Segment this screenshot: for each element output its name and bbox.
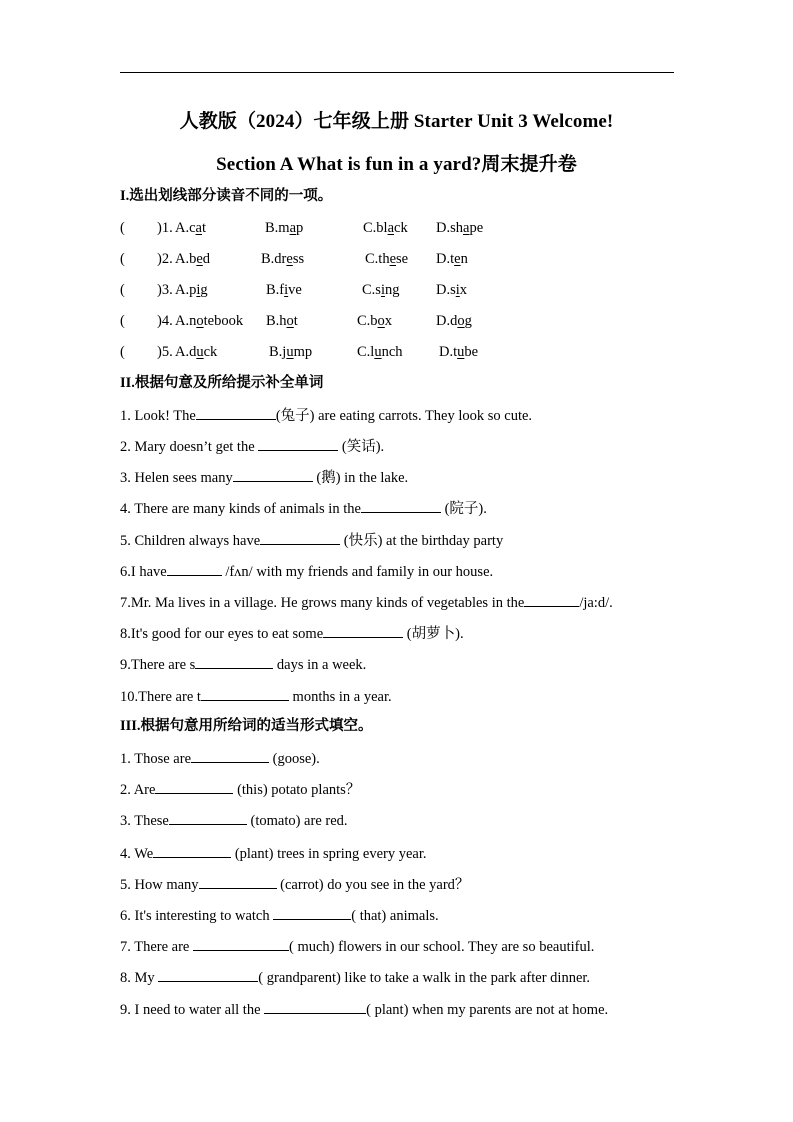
answer-blank[interactable] <box>195 654 273 669</box>
section-3-heading: III.根据句意用所给词的适当形式填空。 <box>120 718 373 734</box>
option-c[interactable]: C.box <box>357 313 393 329</box>
answer-blank[interactable] <box>273 905 351 920</box>
underlined-letter: e <box>196 251 203 267</box>
question-number: )2. <box>157 251 173 267</box>
answer-blank[interactable] <box>233 467 313 482</box>
answer-blank[interactable] <box>169 810 247 825</box>
fill-in-item: 7. There are ( much) flowers in our school. They are so beautiful. <box>120 936 594 956</box>
answer-blank[interactable] <box>193 936 289 951</box>
underlined-letter: e <box>454 251 461 267</box>
underlined-letter: a <box>289 220 297 236</box>
question-number: )5. <box>157 344 173 360</box>
worksheet-subtitle: Section A What is fun in a yard?周末提升卷 <box>216 154 577 175</box>
answer-blank[interactable] <box>191 748 269 763</box>
answer-blank[interactable] <box>153 843 231 858</box>
answer-blank[interactable] <box>524 592 579 607</box>
worksheet-title: 人教版（2024）七年级上册 Starter Unit 3 Welcome! <box>179 111 614 132</box>
underlined-letter: e <box>286 251 293 267</box>
option-d[interactable]: D.ten <box>436 251 468 267</box>
answer-blank[interactable] <box>201 686 289 701</box>
option-a[interactable]: A.duck <box>175 344 218 360</box>
option-c[interactable]: C.black <box>363 220 408 236</box>
fill-in-item: 10.There are t months in a year. <box>120 686 392 706</box>
option-c[interactable]: C.these <box>365 251 409 267</box>
option-b[interactable]: B.five <box>266 282 302 298</box>
answer-blank[interactable] <box>158 967 258 982</box>
option-d[interactable]: D.tube <box>439 344 479 360</box>
option-b[interactable]: B.jump <box>269 344 313 360</box>
fill-in-item: 5. Children always have (快乐) at the birthday party <box>120 530 503 550</box>
option-d[interactable]: D.six <box>436 282 468 298</box>
question-number: )1. <box>157 220 173 236</box>
underlined-letter: u <box>457 344 465 360</box>
question-number: )3. <box>157 282 173 298</box>
underlined-letter: a <box>387 220 395 236</box>
underlined-letter: u <box>286 344 294 360</box>
underlined-letter: i <box>284 282 289 298</box>
fill-in-item: 9.There are s days in a week. <box>120 654 366 674</box>
option-a[interactable]: A.notebook <box>175 313 244 329</box>
answer-blank[interactable] <box>260 530 340 545</box>
fill-in-item: 5. How many (carrot) do you see in the yard？ <box>120 874 469 894</box>
fill-in-item: 4. We (plant) trees in spring every year. <box>120 843 426 863</box>
underlined-letter: i <box>196 282 201 298</box>
fill-in-item: 8.It's good for our eyes to eat some (胡萝卜). <box>120 623 464 643</box>
fill-in-item: 7.Mr. Ma lives in a village. He grows many kinds of vegetables in the /ja:d/. <box>120 592 613 612</box>
fill-in-item: 2. Mary doesn’t get the (笑话). <box>120 436 384 456</box>
fill-in-item: 2. Are (this) potato plants？ <box>120 779 360 799</box>
fill-in-item: 1. Those are (goose). <box>120 748 320 768</box>
answer-blank[interactable] <box>167 561 222 576</box>
fill-in-item: 6. It's interesting to watch ( that) animals. <box>120 905 439 925</box>
fill-in-item: 6.I have /fʌn/ with my friends and family in our house. <box>120 561 493 581</box>
fill-in-item: 3. These (tomato) are red. <box>120 810 348 830</box>
answer-blank[interactable] <box>264 999 366 1014</box>
answer-blank[interactable] <box>155 779 233 794</box>
underlined-letter: u <box>374 344 382 360</box>
answer-paren[interactable]: ( <box>120 313 125 329</box>
question-number: )4. <box>157 313 173 329</box>
answer-blank[interactable] <box>258 436 338 451</box>
answer-paren[interactable]: ( <box>120 344 125 360</box>
underlined-letter: o <box>286 313 294 329</box>
fill-in-item: 9. I need to water all the ( plant) when my parents are not at home. <box>120 999 608 1019</box>
underlined-letter: u <box>196 344 204 360</box>
top-rule <box>120 72 674 73</box>
underlined-letter: a <box>463 220 470 236</box>
fill-in-item: 1. Look! The (兔子) are eating carrots. They look so cute. <box>120 405 532 425</box>
option-b[interactable]: B.hot <box>266 313 298 329</box>
option-b[interactable]: B.map <box>265 220 304 236</box>
option-c[interactable]: C.sing <box>362 282 400 298</box>
answer-blank[interactable] <box>323 623 403 638</box>
underlined-letter: i <box>380 282 385 298</box>
underlined-letter: i <box>455 282 460 298</box>
option-a[interactable]: A.pig <box>175 282 208 298</box>
option-d[interactable]: D.dog <box>436 313 472 329</box>
answer-blank[interactable] <box>361 498 441 513</box>
answer-paren[interactable]: ( <box>120 282 125 298</box>
option-a[interactable]: A.cat <box>175 220 207 236</box>
underlined-letter: o <box>457 313 465 329</box>
answer-paren[interactable]: ( <box>120 220 125 236</box>
underlined-letter: a <box>195 220 202 236</box>
answer-blank[interactable] <box>196 405 276 420</box>
answer-paren[interactable]: ( <box>120 251 125 267</box>
underlined-letter: e <box>389 251 397 267</box>
option-b[interactable]: B.dress <box>261 251 305 267</box>
option-d[interactable]: D.shape <box>436 220 484 236</box>
underlined-letter: o <box>196 313 204 329</box>
section-2-heading: II.根据句意及所给提示补全单词 <box>120 375 324 391</box>
answer-blank[interactable] <box>199 874 277 889</box>
section-1-heading: I.选出划线部分读音不同的一项。 <box>120 188 333 204</box>
fill-in-item: 8. My ( grandparent) like to take a walk in the park after dinner. <box>120 967 590 987</box>
fill-in-item: 4. There are many kinds of animals in the (院子). <box>120 498 487 518</box>
option-a[interactable]: A.bed <box>175 251 211 267</box>
underlined-letter: o <box>377 313 385 329</box>
fill-in-item: 3. Helen sees many (鹅) in the lake. <box>120 467 408 487</box>
option-c[interactable]: C.lunch <box>357 344 403 360</box>
